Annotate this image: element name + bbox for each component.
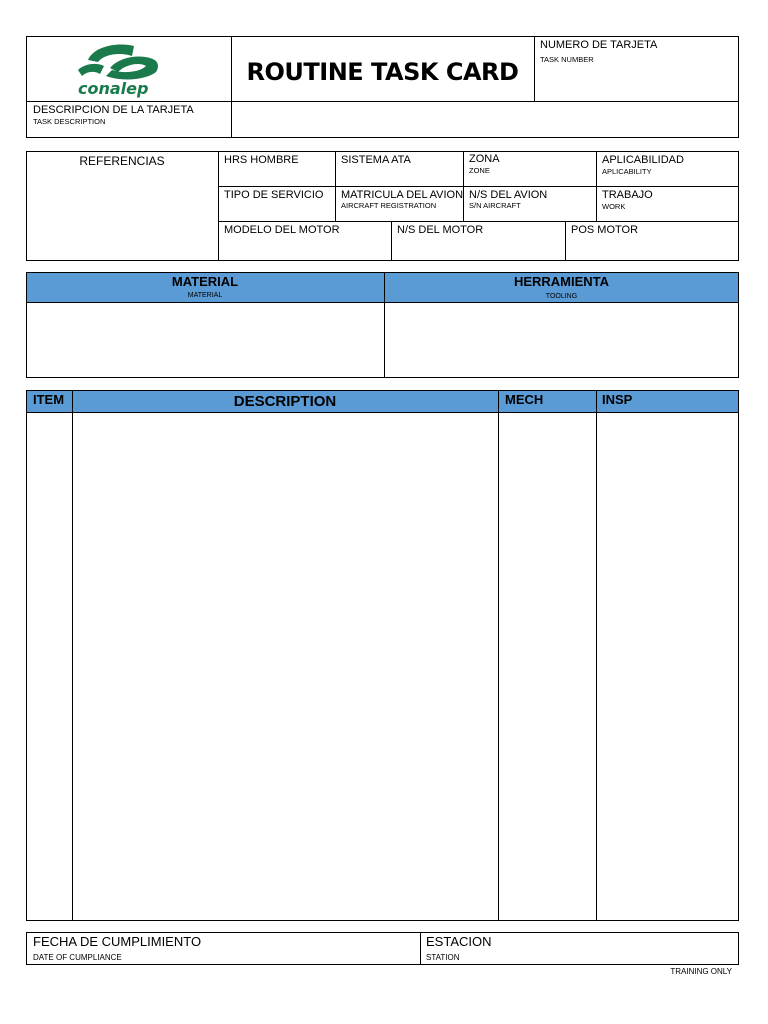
task-number-field[interactable] — [535, 66, 738, 101]
description-column-header: DESCRIPTION — [233, 393, 337, 410]
zona-label: ZONA — [469, 153, 500, 165]
aplicabilidad-sub: APLICABILITY — [602, 167, 652, 176]
tooling-field[interactable] — [385, 303, 738, 377]
task-description-label: DESCRIPCION DE LA TARJETA — [33, 104, 194, 116]
mech-column-header: MECH — [505, 392, 544, 407]
herramienta-sub: TOOLING — [545, 293, 578, 300]
conalep-logo-icon — [70, 40, 170, 84]
insp-column-header: INSP — [602, 392, 633, 407]
item-column-header: ITEM — [33, 392, 65, 407]
tipo-servicio-label: TIPO DE SERVICIO — [224, 189, 324, 201]
ns-avion-sub: S/N AIRCRAFT — [469, 201, 521, 210]
mech-column-field[interactable] — [499, 413, 596, 920]
logo-text: conalep — [78, 79, 149, 98]
herramienta-label: HERRAMIENTA — [513, 274, 610, 289]
aplicabilidad-label: APLICABILIDAD — [602, 154, 684, 166]
referencias-label: REFERENCIAS — [79, 154, 165, 168]
matricula-label: MATRICULA DEL AVION — [341, 189, 464, 201]
task-description-sub: TASK DESCRIPTION — [33, 117, 106, 126]
fecha-label: FECHA DE CUMPLIMIENTO — [33, 934, 202, 949]
item-column-field[interactable] — [27, 413, 72, 920]
zona-sub: ZONE — [469, 166, 490, 175]
ns-motor-label: N/S DEL MOTOR — [397, 224, 484, 236]
trabajo-label: TRABAJO — [602, 189, 653, 201]
trabajo-sub: WORK — [602, 202, 626, 211]
pos-motor-label: POS MOTOR — [571, 224, 639, 236]
ns-avion-label: N/S DEL AVION — [469, 189, 548, 201]
estacion-sub: STATION — [426, 953, 460, 962]
modelo-motor-label: MODELO DEL MOTOR — [224, 224, 340, 236]
matricula-sub: AIRCRAFT REGISTRATION — [341, 201, 437, 210]
page-title: ROUTINE TASK CARD — [246, 58, 519, 86]
material-sub: MATERIAL — [187, 292, 223, 299]
training-only-note: TRAINING ONLY — [670, 967, 732, 976]
insp-column-field[interactable] — [597, 413, 738, 920]
estacion-label: ESTACION — [426, 934, 492, 949]
material-label: MATERIAL — [171, 274, 239, 289]
description-column-field[interactable] — [73, 413, 498, 920]
task-description-field[interactable] — [232, 102, 738, 137]
material-field[interactable] — [27, 303, 383, 377]
task-number-sub: TASK NUMBER — [540, 55, 594, 64]
sistema-ata-label: SISTEMA ATA — [341, 154, 411, 166]
task-number-label: NUMERO DE TARJETA — [540, 39, 658, 51]
fecha-sub: DATE OF CUMPLIANCE — [33, 953, 122, 962]
conalep-logo — [70, 40, 170, 100]
hrs-hombre-label: HRS HOMBRE — [224, 154, 299, 166]
